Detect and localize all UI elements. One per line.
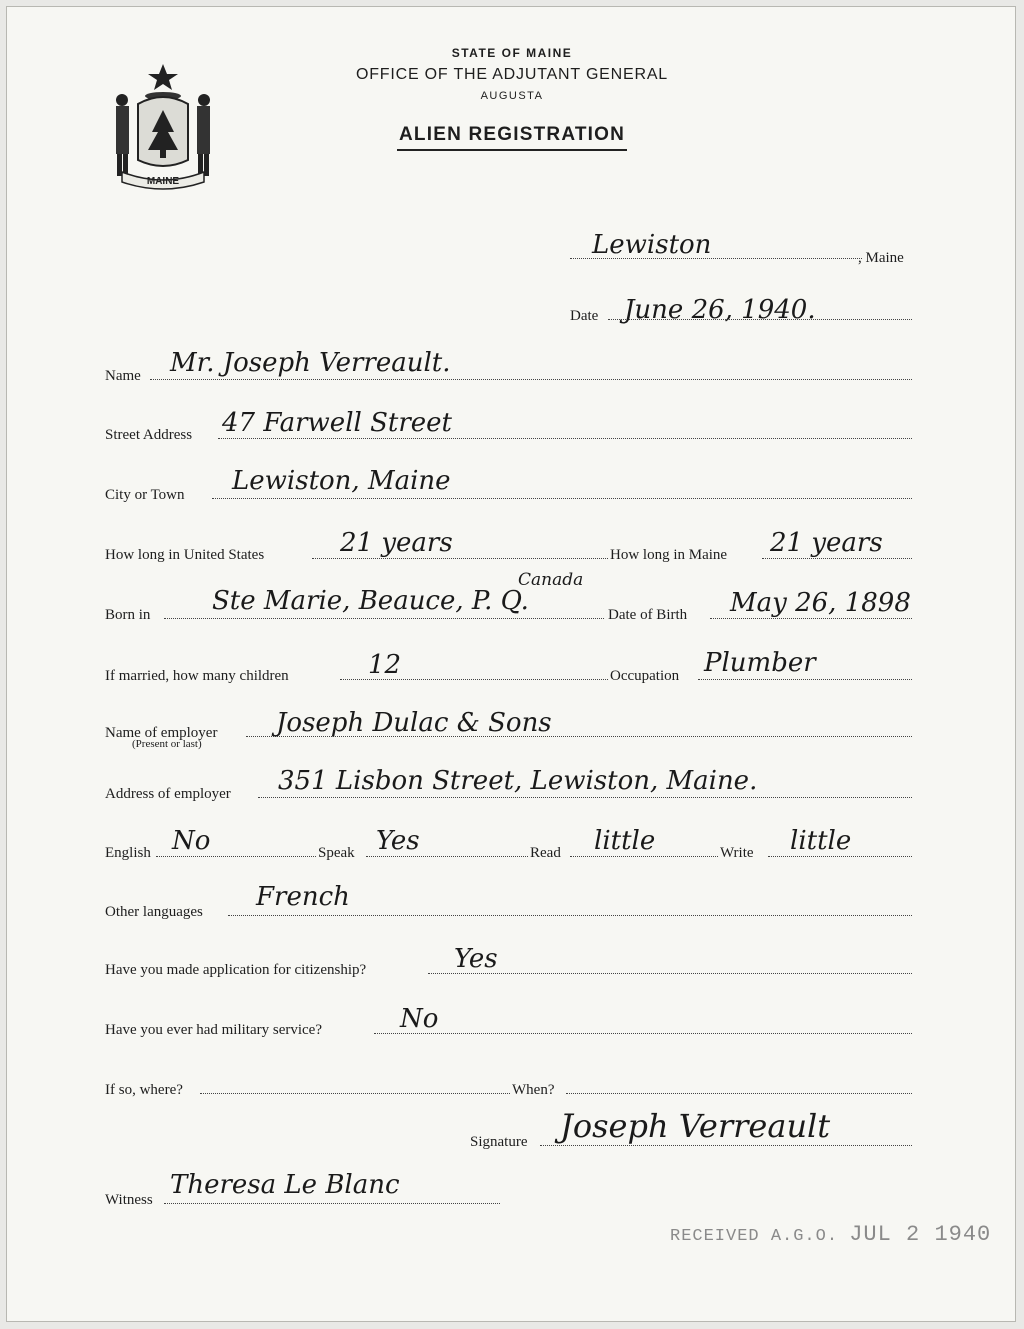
place-value[interactable]: Lewiston <box>592 230 712 260</box>
signature-line <box>540 1145 912 1146</box>
english-label: English <box>105 845 151 861</box>
english-line <box>156 856 316 857</box>
when-label: When? <box>512 1082 555 1098</box>
citizenship-value[interactable]: Yes <box>454 944 498 974</box>
write-label: Write <box>720 845 754 861</box>
name-line <box>150 379 912 380</box>
military-label: Have you ever had military service? <box>105 1022 322 1038</box>
city-heading: AUGUSTA <box>480 90 544 102</box>
born-in-label: Born in <box>105 607 151 623</box>
received-stamp-text: RECEIVED A.G.O. <box>670 1227 839 1246</box>
speak-line <box>366 856 528 857</box>
signature-label: Signature <box>470 1134 528 1150</box>
dob-value[interactable]: May 26, 1898 <box>730 588 911 618</box>
speak-value[interactable]: Yes <box>376 826 420 856</box>
signature-value[interactable]: Joseph Verreault <box>560 1107 831 1145</box>
if-so-where-label: If so, where? <box>105 1082 183 1098</box>
employer-name-value[interactable]: Joseph Dulac & Sons <box>276 708 552 738</box>
employer-address-value[interactable]: 351 Lisbon Street, Lewiston, Maine. <box>278 766 758 796</box>
write-value[interactable]: little <box>790 826 852 856</box>
born-in-line <box>164 618 604 619</box>
speak-label: Speak <box>318 845 355 861</box>
street-address-line <box>218 438 912 439</box>
witness-line <box>164 1203 500 1204</box>
occupation-line <box>698 679 912 680</box>
how-long-us-label: How long in United States <box>105 547 265 563</box>
if-so-where-line <box>200 1093 510 1094</box>
name-label: Name <box>105 368 141 384</box>
citizenship-label: Have you made application for citizenship? <box>105 962 367 978</box>
children-value[interactable]: 12 <box>368 650 402 680</box>
city-value[interactable]: Lewiston, Maine <box>232 466 451 496</box>
how-long-us-line <box>312 558 608 559</box>
born-in-note: Canada <box>518 570 584 590</box>
military-line <box>374 1033 912 1034</box>
date-label: Date <box>570 308 599 324</box>
when-line <box>566 1093 912 1094</box>
office-heading: OFFICE OF THE ADJUTANT GENERAL <box>355 66 669 83</box>
occupation-value[interactable]: Plumber <box>704 648 816 678</box>
other-languages-value[interactable]: French <box>256 882 350 912</box>
how-long-maine-line <box>762 558 912 559</box>
other-languages-line <box>228 915 912 916</box>
citizenship-line <box>428 973 912 974</box>
place-suffix: , Maine <box>858 250 904 266</box>
how-long-maine-label: How long in Maine <box>610 547 728 563</box>
occupation-label: Occupation <box>610 668 680 684</box>
received-stamp-date: JUL 2 1940 <box>849 1222 992 1247</box>
form-title: ALIEN REGISTRATION <box>397 124 627 151</box>
read-label: Read <box>530 845 561 861</box>
born-in-value[interactable]: Ste Marie, Beauce, P. Q. <box>212 586 529 616</box>
city-line <box>212 498 912 499</box>
other-languages-label: Other languages <box>105 904 203 920</box>
seal-banner-text: MAINE <box>146 176 180 187</box>
witness-value[interactable]: Theresa Le Blanc <box>170 1170 400 1200</box>
street-address-label: Street Address <box>105 427 193 443</box>
employer-address-line <box>258 797 912 798</box>
city-label: City or Town <box>105 487 185 503</box>
employer-name-sublabel: (Present or last) <box>132 738 202 750</box>
dob-label: Date of Birth <box>608 607 688 623</box>
how-long-us-value[interactable]: 21 years <box>340 528 453 558</box>
english-value[interactable]: No <box>172 826 211 856</box>
write-line <box>768 856 912 857</box>
form-header <box>0 46 1024 151</box>
read-value[interactable]: little <box>594 826 656 856</box>
dob-line <box>710 618 912 619</box>
employer-address-label: Address of employer <box>105 786 231 802</box>
received-stamp <box>670 1222 991 1247</box>
state-heading: STATE OF MAINE <box>451 46 573 60</box>
date-value[interactable]: June 26, 1940. <box>624 295 816 325</box>
read-line <box>570 856 718 857</box>
employer-name-label: Name of employer <box>105 725 218 741</box>
street-address-value[interactable]: 47 Farwell Street <box>222 408 453 438</box>
witness-label: Witness <box>105 1192 153 1208</box>
children-label: If married, how many children <box>105 668 289 684</box>
name-value[interactable]: Mr. Joseph Verreault. <box>170 348 451 378</box>
how-long-maine-value[interactable]: 21 years <box>770 528 883 558</box>
military-value[interactable]: No <box>400 1004 439 1034</box>
